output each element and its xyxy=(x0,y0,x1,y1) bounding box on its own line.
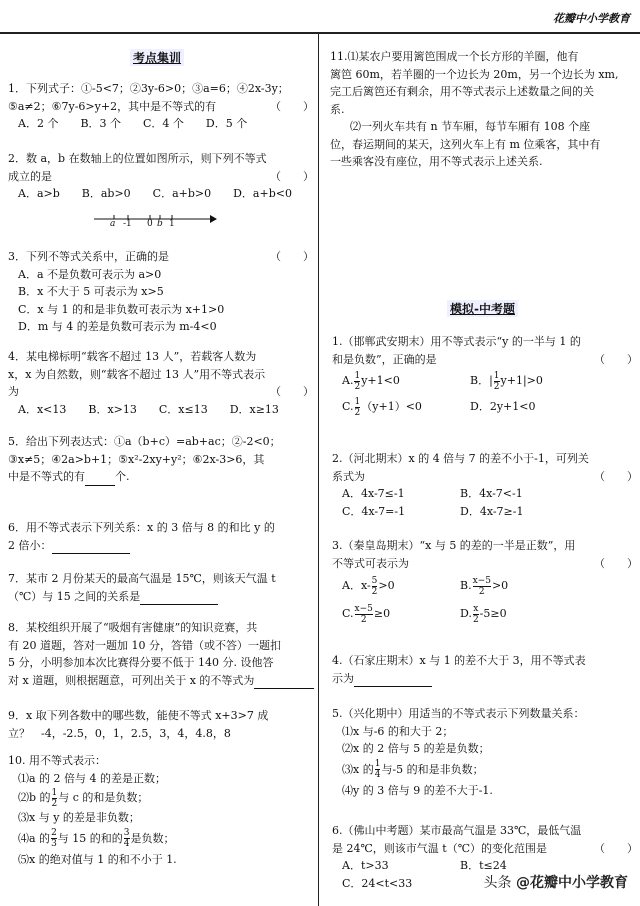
mock-question-2: 2.（河北期末）x 的 4 倍与 7 的差不小于-1，可列关 系式为 （ ） A．4x-7≤-1 B．4x-7<-1 C．4x-7=-1 D．4x-7≥-1 xyxy=(332,452,638,518)
question-2: 2．数 a，b 在数轴上的位置如图所示，则下列不等式 成立的是 （ ） A．a>b B．ab>0 C．a+b>0 D．a+b<0 xyxy=(8,152,314,200)
mock-question-1: 1.（邯郸武安期末）用不等式表示“y 的一半与 1 的 和是负数”，正确的是 （ ） A. $\frac{1}{2}$ y+1<0 B．| $\frac{1}{2}$ y+1|>0 C. $\frac{1}{2}$ （y+1）<0 D．2y+1<0 xyxy=(332,335,638,418)
question-5: 5．给出下列表达式：①a（b+c）=ab+ac；②-2<0； ③x≠5；④2a>b+1；⑤x²-2xy+y²；⑥2x-3>6，其 中是不等式的有 个. xyxy=(8,433,304,486)
question-4: 4．某电梯标明“载客不超过 13 人”，若载客人数为 x，x 为自然数，则“载客不超过 13 人”用不等式表示 为 （ ） A．x<13 B．x>13 C．x≤13 D．x≥13 xyxy=(8,350,314,416)
question-1: 1．下列式子：①-5<7；②3y-6>0；③a=6；④2x-3y； ⑤a≠2；⑥7y-6>y+2，其中是不等式的有 （ ） A．2 个 B．3 个 C．4 个 D．5 个 xyxy=(8,82,314,130)
section-title-key-points: 考点集训 xyxy=(130,49,184,66)
column-divider xyxy=(318,34,319,906)
question-10: 10. 用不等式表示： ⑴a 的 2 倍与 4 的差是正数； ⑵b 的 $\frac{1}{2}$ 与 c 的和是负数； ⑶x 与 y 的差是非负数； ⑷a 的 $\frac{2}{3}$ 与 15 的和的 $\frac{3}{4}$ 是负数； ⑸x 的绝对值与 1 的和不小于 1. xyxy=(8,754,177,866)
header-rule xyxy=(0,32,640,34)
axis-label-0: 0 xyxy=(147,219,153,229)
axis-label-1: 1 xyxy=(169,219,175,229)
number-line-figure xyxy=(92,210,218,230)
mock-question-6: 6.（佛山中考题）某市最高气温是 33℃，最低气温 是 24℃，则该市气温 t（℃）的变化范围是 （ ） A．t>33 B．t≤24 C．24<t<33 xyxy=(332,824,638,890)
watermark-prefix: 头条 xyxy=(483,875,512,891)
axis-label-neg1: -1 xyxy=(123,219,132,229)
axis-label-b: b xyxy=(157,219,163,229)
mock-question-4: 4.（石家庄期末）x 与 1 的差不大于 3，用不等式表 示为 xyxy=(332,652,628,687)
watermark-handle: @花瓣中小学教育 xyxy=(516,875,628,891)
question-7: 7．某市 2 月份某天的最高气温是 15℃，则该天气温 t （℃）与 15 之间的关系是 xyxy=(8,570,304,605)
question-3: 3．下列不等式关系中，正确的是 （ ） A．a 不是负数可表示为 a>0 B．x 不大于 5 可表示为 x>5 C．x 与 1 的和是非负数可表示为 x+1>0 D．m 与 4 的差是负数可表示为 m-4<0 xyxy=(8,250,314,333)
question-6: 6．用不等式表示下列关系：x 的 3 倍与 8 的和比 y 的 2 倍小： xyxy=(8,519,304,554)
section-title-mock-exam: 模拟-中考题 xyxy=(447,300,518,317)
question-11: 11.⑴某农户要用篱笆围成一个长方形的羊圈，他有 篱笆 60m，若羊圈的一个边长为 20m，另一个边长为 xm, 完工后篱笆还有剩余，用不等式表示上述数量之间的关 系. ⑵一列火车共有 n 节车厢，每节车厢有 108 个座 位，春运期间的某天，这列火车上有 m 位乘客，其中有 一些乘客没有座位，用不等式表示上述关系. xyxy=(330,50,619,168)
axis-label-a: a xyxy=(110,219,116,229)
watermark xyxy=(484,872,628,892)
mock-question-5: 5.（兴化期中）用适当的不等式表示下列数量关系： ⑴x 与-6 的和大于 2； ⑵x 的 2 倍与 5 的差是负数； ⑶x 的 $\frac{1}{4}$ 与-5 的和是非负数； ⑷y 的 3 倍与 9 的差不大于-1. xyxy=(332,707,585,797)
question-9: 9．x 取下列各数中的哪些数，能使不等式 x+3>7 成 立？ -4，-2.5，0，1，2.5，3，4，4.8，8 xyxy=(8,709,269,740)
mock-question-3: 3.（秦皇岛期末）“x 与 5 的差的一半是正数”，用 不等式可表示为 （ ） A．x- $\frac{5}{2}$ >0 B. $\frac{x-5}{2}$ >0 C. $\frac{x-5}{2}$ ≥0 D. $\frac{x}{2}$ -5≥0 xyxy=(332,539,638,625)
brand-label: 花瓣中小学教育 xyxy=(553,12,630,25)
question-8: 8．某校组织开展了“吸烟有害健康”的知识竞赛，共 有 20 道题，答对一题加 10 分，答错（或不答）一题扣 5 分，小明参加本次比赛得分要不低于 140 分. 设他答 对 x 道题，则根据题意，可列出关于 x 的不等式为 xyxy=(8,619,304,689)
